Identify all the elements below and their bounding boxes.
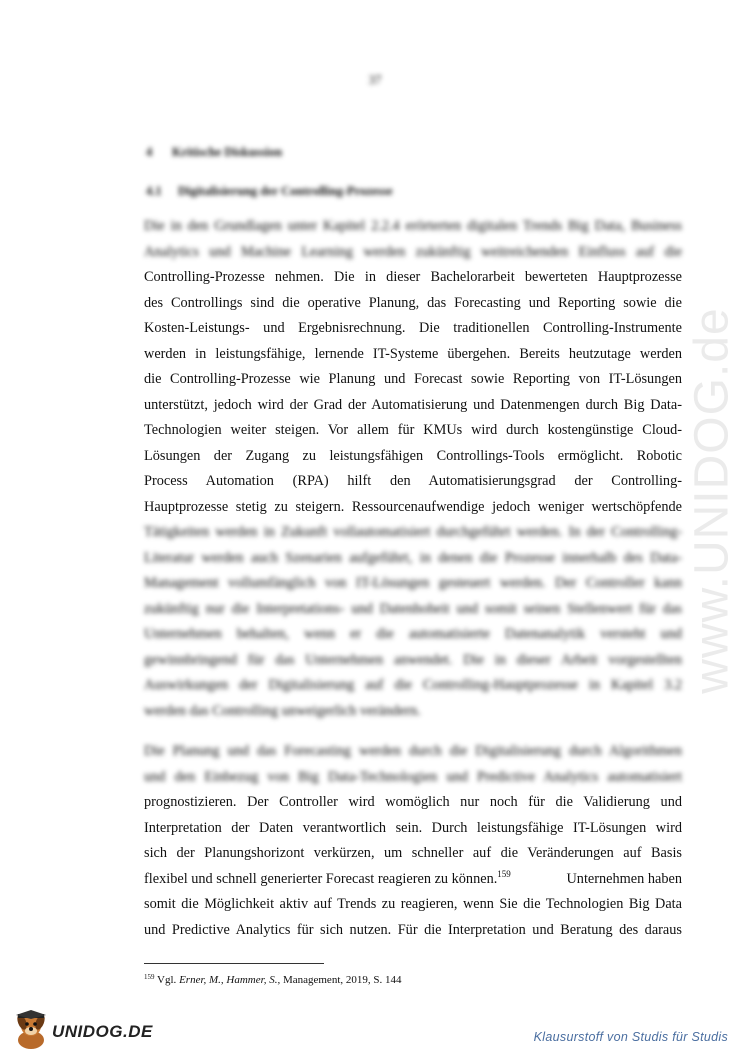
text-line: Hauptprozesse stetig zu steigern. Ressourcenaufwendige jedoch weniger wertschöpfende (144, 498, 682, 515)
text-line: Literatur werden auch Szenarien aufgeführt, in denen die Prozesse innerhalb des Data- (144, 549, 682, 566)
footnote-reference[interactable]: 159 (497, 868, 511, 879)
text-line: sich der Planungshorizont verkürzen, um schneller auf die Veränderungen auf Basis (144, 845, 682, 861)
text-line: Controlling-Prozesse nehmen. Die in dieser Bachelorarbeit bewerteten Hauptprozesse (144, 269, 682, 285)
footnote-source: Management, 2019, S. 144 (280, 974, 402, 986)
text-line: Die in den Grundlagen unter Kapitel 2.2.4 erörterten digitalen Trends Big Data, Business (144, 218, 682, 234)
text-line: und Predictive Analytics für sich nutzen. Für die Interpretation und Beratung des daraus (144, 921, 682, 938)
dog-mascot-icon (12, 1010, 50, 1050)
section-title: Digitalisierung der Controlling-Prozesse (178, 184, 393, 198)
watermark-text: www.UNIDOG.de (685, 306, 739, 694)
text-line: Unternehmen behalten, wenn er die automatisierte Datenanalytik versteht und (144, 626, 682, 642)
text-line: gewinnbringend für das Unternehmen anwendet. Die in dieser Arbeit vorgestellten (144, 651, 682, 668)
text-line: Auswirkungen der Digitalisierung auf die Controlling-Hauptprozesse in Kapitel 3.2 (144, 677, 682, 693)
paragraph-2 (144, 739, 682, 943)
text-line: Management vollumfänglich von IT-Lösungen gesteuert werden. Der Controller kann (144, 575, 682, 591)
text-line-with-footnote (144, 867, 682, 893)
text-line: werden das Controlling unweigerlich verändern. (144, 702, 421, 719)
text-line: prognostizieren. Der Controller wird womöglich nur noch für die Validierung und (144, 794, 682, 810)
chapter-title: Kritische Diskussion (172, 145, 283, 159)
footnote-divider (144, 963, 324, 964)
section-number: 4.1 (146, 184, 162, 198)
footnote-number: 159 (144, 973, 155, 981)
text-line: Interpretation der Daten verantwortlich sein. Durch leistungsfähige IT-Lösungen wird (144, 819, 682, 836)
text-line: des Controllings sind die operative Planung, das Forecasting und Reporting sowie die (144, 294, 682, 311)
logo-text: UNIDOG.DE (52, 1022, 153, 1041)
text-line: Kosten-Leistungs- und Ergebnisrechnung. Die traditionellen Controlling-Instrumente (144, 320, 682, 336)
unidog-logo[interactable] (12, 1010, 162, 1050)
text-line: Lösungen der Zugang zu leistungsfähigen Controllings-Tools ermöglicht. Robotic (144, 447, 682, 464)
text-fragment: flexibel und schnell generierter Forecast reagieren zu können. (144, 870, 498, 887)
text-line: Process Automation (RPA) hilft den Automatisierungsgrad der Controlling- (144, 473, 682, 489)
paragraph-1 (144, 214, 682, 724)
footnote (144, 974, 402, 986)
text-line: die Controlling-Prozesse wie Planung und Forecast sowie Reporting von IT-Lösungen (144, 371, 682, 387)
section-heading (146, 184, 393, 199)
footnote-authors: Erner, M., Hammer, S., (179, 974, 281, 986)
text-line: Tätigkeiten werden in Zukunft vollautomatisiert durchgeführt werden. In der Controlling- (144, 524, 682, 540)
text-line: Technologien weiter steigen. Vor allem für KMUs wird durch kostengünstige Cloud- (144, 422, 682, 438)
text-line: Analytics und Machine Learning werden zukünftig weitreichenden Einfluss auf die (144, 243, 682, 260)
page-number: 37 (368, 72, 382, 87)
chapter-number: 4 (146, 145, 153, 159)
text-line: werden in leistungsfähige, lernende IT-Systeme übergehen. Bereits heutzutage werden (144, 345, 682, 362)
text-line: somit die Möglichkeit aktiv auf Trends zu reagieren, wenn Sie die Technologien Big Data (144, 896, 682, 912)
text-line: unterstützt, jedoch wird der Grad der Automatisierung und Datenmengen durch Big Data- (144, 396, 682, 413)
text-line: Die Planung und das Forecasting werden durch die Digitalisierung durch Algorithmen (144, 743, 682, 759)
tagline: Klausurstoff von Studis für Studis (533, 1030, 728, 1044)
text-line: und den Einbezug von Big Data-Technologien und Predictive Analytics automatisiert (144, 768, 682, 785)
footnote-prefix: Vgl. (154, 974, 180, 986)
chapter-heading (146, 145, 282, 160)
watermark (672, 260, 750, 740)
text-line: zukünftig nur die Interpretations- und Datenhoheit und somit seinen Stellenwert für das (144, 600, 682, 617)
text-fragment: Unternehmen haben (566, 870, 682, 887)
